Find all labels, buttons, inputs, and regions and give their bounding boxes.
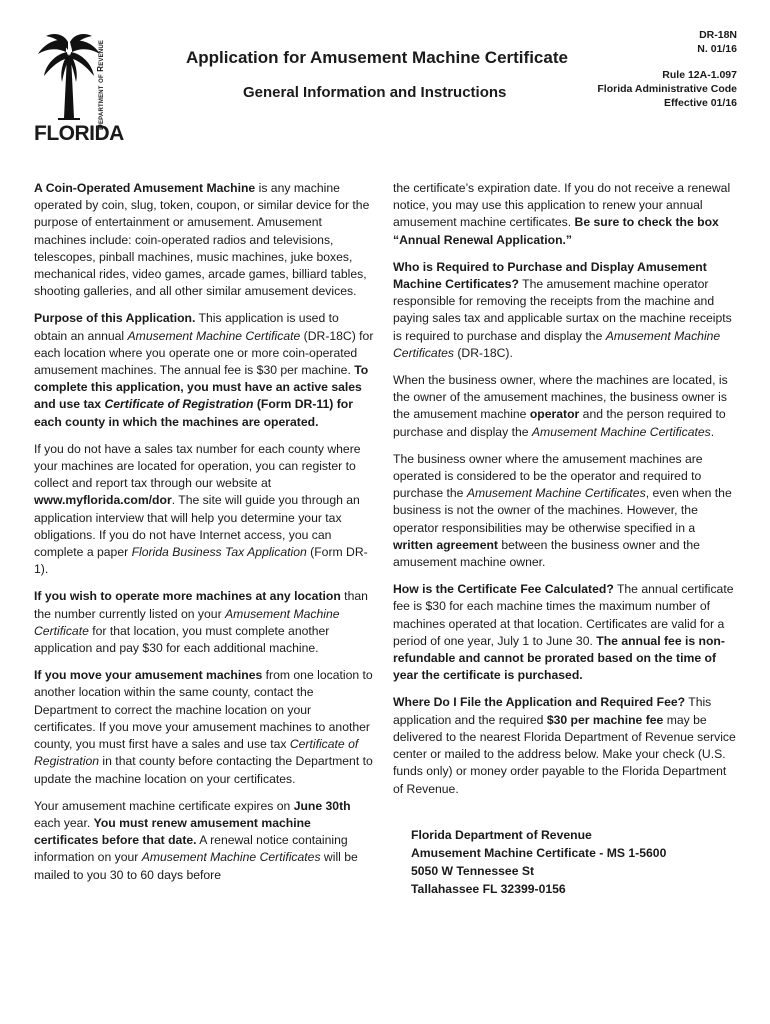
text-italic: Florida Business Tax Application — [131, 545, 307, 560]
text: each year. — [34, 815, 94, 830]
paragraph-operator — [393, 451, 738, 571]
text: , even when the business is not the owner of the machines. However, the operator responsibilities may be otherwise specified in a — [393, 486, 732, 535]
paragraph-expiration — [34, 798, 374, 884]
text: Your amusement machine certificate expires on — [34, 798, 294, 813]
website-link[interactable]: www.myflorida.com/dor — [34, 493, 172, 508]
address-line-3: 5050 W Tennessee St — [411, 863, 535, 878]
text: This application and the required — [393, 695, 712, 727]
address-line-4: Tallahassee FL 32399-0156 — [411, 881, 566, 896]
paragraph-more-machines — [34, 588, 374, 657]
text: A renewal notice containing information on your — [34, 833, 348, 865]
florida-dor-logo — [34, 30, 124, 150]
rule-number: Rule 12A-1.097 — [662, 69, 737, 81]
text-bold: Be sure to check the box “Annual Renewal Application.” — [393, 215, 719, 247]
text: (Form DR-1). — [34, 545, 368, 577]
text-bold: (Form DR-11) for each county in which the machines are operated. — [34, 397, 353, 429]
address-line-2: Amusement Machine Certificate - MS 1-5600 — [411, 845, 667, 860]
text-bold-italic: Certificate of Registration — [104, 397, 254, 412]
paragraph-purpose — [34, 310, 374, 430]
effective-date: Effective 01/16 — [664, 97, 737, 109]
text: from one location to another location within the same county, contact the Department to correct the machine location on your certificates. If you move your amusement machines to another county, you must first have a sales and use tax — [34, 668, 373, 752]
text: The annual certificate fee is $30 for each machine times the maximum number of machines operated at that location. Certificates are valid for a period of one year, July 1 to June 30. — [393, 582, 734, 648]
text: When the business owner, where the machines are located, is the owner of the amusement machines, the business owner is the amusement machine — [393, 373, 728, 422]
form-number: DR-18N — [699, 29, 737, 41]
mailing-address — [393, 826, 738, 898]
text: between the business owner and the amusement machine owner. — [393, 537, 700, 570]
paragraph-where-file — [393, 694, 738, 797]
text-italic: Amusement Machine Certificate — [34, 606, 340, 638]
text: in that county before contacting the Department to update the machine location on your certificates. — [34, 754, 373, 786]
text: . — [710, 424, 715, 439]
text: is any machine operated by coin, slug, token, coupon, or similar device for the purpose of entertainment or amusement. Amusement machines include: coin-operated radios and televisions, telescopes, pinball machines, music machines, juke boxes, mechanical rides, video games, arcade games, billiard tables, shooting galleries, and all other similar amusement devices. — [34, 181, 370, 299]
text: may be delivered to the nearest Florida Department of Revenue service center or mailed to the address below. Make your check (U.S. funds only) or money order payable to the Florida Department of Revenue. — [393, 712, 736, 796]
text-bold: June 30th — [293, 798, 351, 813]
text-bold: To complete this application, you must have an active sales and use tax — [34, 363, 369, 412]
text: (DR-18C) for each location where you operate one or more coin-operated amusement machines. The annual fee is $30 per machine. — [34, 328, 374, 378]
text: The business owner where the amusement machines are operated is considered to be the operator and required to purchase the — [393, 451, 703, 501]
text-bold: You must renew amusement machine certificates before that date. — [34, 815, 311, 848]
paragraph-who-required — [393, 259, 738, 362]
rule-block — [597, 68, 737, 110]
text: the certificate’s expiration date. If you do not receive a renewal notice, you may use this application to renew your annual amusement machine certificates. — [393, 181, 731, 230]
paragraph-definition — [34, 180, 374, 300]
text-bold: The annual fee is non-refundable and cannot be prorated based on the time of year the certificate is purchased. — [393, 633, 725, 683]
text: This application is used to obtain an annual — [34, 311, 339, 343]
text-italic: Amusement Machine Certificates — [393, 328, 721, 360]
heading-more-machines: If you wish to operate more machines at any location — [34, 589, 341, 604]
paragraph-fee-calc — [393, 581, 738, 684]
admin-code: Florida Administrative Code — [597, 83, 737, 95]
right-column — [393, 180, 738, 898]
page-title: Application for Amusement Machine Certificate — [186, 48, 568, 67]
text-italic: Amusement Machine Certificates — [466, 486, 646, 501]
heading-purpose: Purpose of this Application. — [34, 311, 196, 326]
logo-dept-text: Department of Revenue — [96, 39, 105, 130]
text-bold: $30 per machine fee — [546, 712, 664, 727]
form-code-block — [697, 28, 737, 56]
text: The amusement machine operator responsible for removing the receipts from the machine and paying sales tax and applicable surtax on the machine receipts is required to purchase and display the — [393, 277, 732, 343]
left-column — [34, 180, 374, 894]
paragraph-renewal — [393, 180, 738, 249]
heading-where-file: Where Do I File the Application and Required Fee? — [393, 695, 686, 710]
text: If you do not have a sales tax number for each county where your machines are located for operation, you can register to collect and report tax through our website at — [34, 441, 361, 491]
text: for that location, you must complete another application and pay $30 for each additional machine. — [34, 623, 330, 656]
text-italic: Certificate of Registration — [34, 737, 359, 769]
heading-move-machines: If you move your amusement machines — [34, 668, 263, 683]
text-bold: written agreement — [393, 537, 498, 552]
text-italic: Amusement Machine Certificates — [531, 424, 711, 439]
text: and the person required to purchase and display the — [393, 407, 726, 439]
text: . The site will guide you through an application interview that will help you determine your tax obligations. If you do not have Internet access, you can complete a paper — [34, 493, 360, 560]
paragraph-move-machines — [34, 667, 374, 787]
form-revision: N. 01/16 — [697, 43, 737, 55]
heading-who-required: Who is Required to Purchase and Display Amusement Machine Certificates? — [393, 259, 707, 292]
text-italic: Amusement Machine Certificate — [127, 328, 301, 343]
text: than the number currently listed on your — [34, 589, 368, 621]
page-subtitle: General Information and Instructions — [243, 84, 507, 101]
logo-florida-text: FLORIDA — [34, 122, 124, 145]
text: will be mailed to you 30 to 60 days before — [34, 850, 358, 882]
term-coin-operated: A Coin-Operated Amusement Machine — [34, 181, 256, 195]
text-italic: Amusement Machine Certificates — [141, 850, 321, 865]
address-line-1: Florida Department of Revenue — [411, 827, 592, 842]
heading-fee-calc: How is the Certificate Fee Calculated? — [393, 582, 614, 597]
text: (DR-18C). — [453, 345, 513, 360]
paragraph-business-owner — [393, 372, 738, 441]
text-bold: operator — [529, 407, 580, 422]
paragraph-register — [34, 441, 374, 579]
